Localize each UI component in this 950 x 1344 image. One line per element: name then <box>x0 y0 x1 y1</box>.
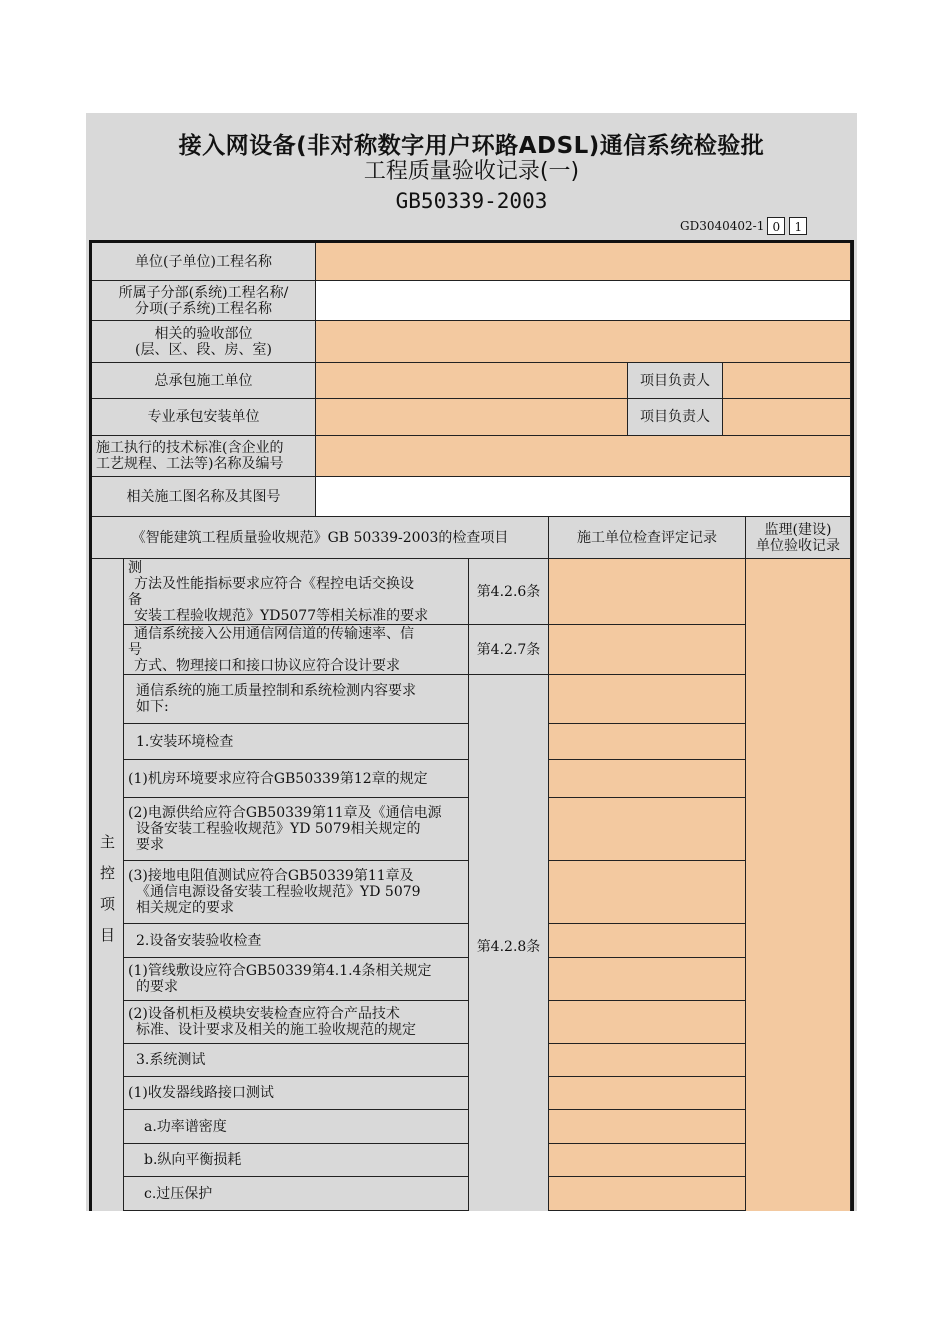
check-item-row-4-line-2: 设备安装工程验收规范》YD 5079相关规定的 <box>136 821 421 837</box>
check-item-row-3-line-1: (1)机房环境要求应符合GB50339第12章的规定 <box>128 770 428 787</box>
standard-label-line2: 工艺规程、工法等)名称及编号 <box>96 456 284 472</box>
subsystem-label-line2: 分项(子系统)工程名称 <box>135 300 272 317</box>
check-item-row-12-line-1: b.纵向平衡损耗 <box>144 1152 242 1168</box>
item-2-line-2: 号 <box>128 641 142 658</box>
table-frame <box>89 240 854 1211</box>
specialty-contractor-label: 专业承包安装单位 <box>92 399 316 436</box>
check-item-row-7-line-2: 的要求 <box>136 979 178 995</box>
item-1-line-4: 安装工程验收规范》YD5077等相关标准的要求 <box>134 607 429 624</box>
check-item-row-8-line-2: 标准、设计要求及相关的施工验收规范的规定 <box>136 1022 416 1038</box>
item-1-line-2: 方法及性能指标要求应符合《程控电话交换设 <box>134 575 414 592</box>
supervisor-header-line1: 监理(建设) <box>764 521 832 538</box>
check-item-row-1-line-2: 如下: <box>136 699 169 715</box>
standard-label-line1: 施工执行的技术标准(含企业的 <box>96 440 284 456</box>
form-title: 接入网设备(非对称数字用户环路ADSL)通信系统检验批 <box>178 133 765 159</box>
check-item-row-2-line-1: 1.安装环境检查 <box>136 733 234 750</box>
check-item-row-5-line-3: 相关规定的要求 <box>136 900 234 916</box>
form-subtitle: 工程质量验收记录(一) <box>363 159 580 184</box>
check-item-row-13-line-1: c.过压保护 <box>144 1185 213 1202</box>
item-3-clause: 第4.2.8条 <box>469 675 549 1211</box>
item-1-line-3: 备 <box>128 591 142 608</box>
contractor-record-header: 施工单位检查评定记录 <box>549 517 746 559</box>
location-label-line1: 相关的验收部位 <box>154 325 253 342</box>
check-item-row-5-line-2: 《通信电源设备安装工程验收规范》YD 5079 <box>136 884 421 900</box>
item-1-line-1: 测 <box>128 559 142 576</box>
project-name-label: 单位(子单位)工程名称 <box>92 243 316 281</box>
group-char-3: 项 <box>99 894 115 913</box>
check-item-row-10-line-1: (1)收发器线路接口测试 <box>128 1085 274 1101</box>
check-item-row-8-line-1: (2)设备机柜及模块安装检查应符合产品技术 <box>128 1006 400 1022</box>
check-item-row-4-line-3: 要求 <box>136 837 164 853</box>
item-1-clause: 第4.2.6条 <box>469 559 549 625</box>
subsystem-label-line1: 所属子分部(系统)工程名称/ <box>118 284 289 301</box>
check-item-row-6-line-1: 2.设备安装验收检查 <box>136 932 262 949</box>
form-code-text: GD3040402-1 <box>680 219 765 233</box>
code-box-1[interactable]: 0 <box>767 217 785 235</box>
group-char-2: 控 <box>99 863 115 882</box>
general-contractor-label: 总承包施工单位 <box>92 363 316 399</box>
item-2-clause: 第4.2.7条 <box>469 625 549 675</box>
project-manager-label-2: 项目负责人 <box>628 399 723 436</box>
group-char-1: 主 <box>99 832 115 851</box>
check-item-row-7-line-1: (1)管线敷设应符合GB50339第4.1.4条相关规定 <box>128 963 432 979</box>
check-item-row-9-line-1: 3.系统测试 <box>136 1052 206 1068</box>
check-item-row-4-line-1: (2)电源供给应符合GB50339第11章及《通信电源 <box>128 805 442 821</box>
items-header: 《智能建筑工程质量验收规范》GB 50339-2003的检查项目 <box>92 517 549 559</box>
supervisor-header-line2: 单位验收记录 <box>756 537 840 554</box>
drawing-label: 相关施工图名称及其图号 <box>92 477 316 517</box>
standard-number: GB50339-2003 <box>395 189 548 213</box>
project-manager-label-1: 项目负责人 <box>628 363 723 399</box>
code-box-2[interactable]: 1 <box>789 217 807 235</box>
location-label-line2: (层、区、段、房、室) <box>135 341 272 358</box>
group-char-4: 目 <box>99 925 115 944</box>
check-item-row-11-line-1: a.功率谱密度 <box>144 1118 227 1135</box>
check-item-row-1-line-1: 通信系统的施工质量控制和系统检测内容要求 <box>136 683 416 699</box>
item-2-line-3: 方式、物理接口和接口协议应符合设计要求 <box>134 657 400 674</box>
check-item-row-5-line-1: (3)接地电阻值测试应符合GB50339第11章及 <box>128 868 414 884</box>
item-2-line-1: 通信系统接入公用通信网信道的传输速率、信 <box>134 625 414 642</box>
